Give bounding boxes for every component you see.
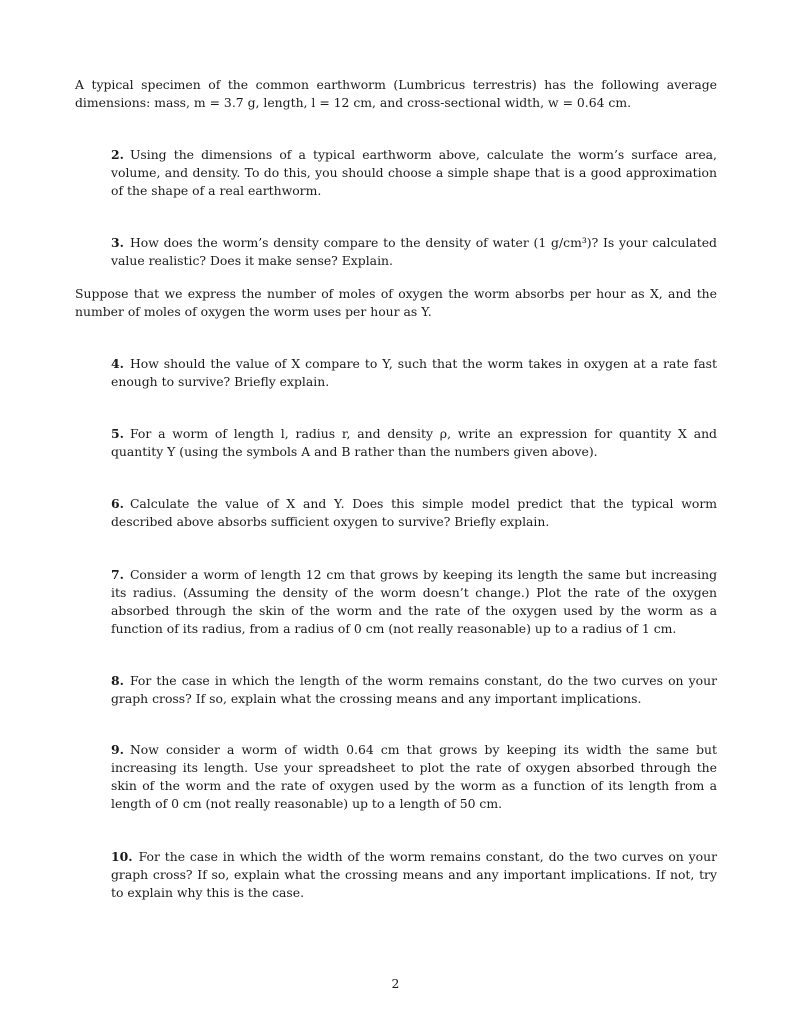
- question-text: How should the value of X compare to Y, such that the worm takes in oxygen at a rate fast enough to survive? Briefly explain.: [111, 356, 717, 389]
- question-text: For the case in which the length of the worm remains constant, do the two curves on your graph cross? If so, explain what the crossing means and any important implications.: [111, 673, 717, 706]
- question-text: For a worm of length l, radius r, and density ρ, write an expression for quantity X and quantity Y (using the symbols A and B rather than the numbers given above).: [111, 426, 717, 459]
- question-text: Calculate the value of X and Y. Does this simple model predict that the typical worm described above absorbs sufficient oxygen to survive? Briefly explain.: [111, 496, 717, 529]
- oxygen-definition-paragraph: Suppose that we express the number of moles of oxygen the worm absorbs per hour as X, and the number of moles of oxygen the worm uses per hour as Y.: [75, 286, 717, 319]
- question-text: Using the dimensions of a typical earthworm above, calculate the worm’s surface area, volume, and density. To do this, you should choose a simple shape that is a good approximation of the shape of a real earthworm.: [111, 147, 717, 198]
- question-number: 5.: [111, 426, 124, 441]
- question-number: 10.: [111, 849, 133, 864]
- question-text: Now consider a worm of width 0.64 cm that grows by keeping its width the same but increasing its length. Use your spreadsheet to plot the rate of oxygen absorbed through the skin of the worm and the rate of oxygen used by the worm as a function of its length from a length of 0 cm (not really reasonable) up to a length of 50 cm.: [111, 742, 717, 811]
- question-10: [111, 848, 717, 902]
- question-6: [111, 495, 717, 531]
- question-9: [111, 741, 717, 813]
- question-text: For the case in which the width of the worm remains constant, do the two curves on your graph cross? If so, explain what the crossing means and any important implications. If not, try to explain why this is the case.: [111, 849, 717, 900]
- question-number: 4.: [111, 356, 124, 371]
- intro-paragraph: A typical specimen of the common earthworm (Lumbricus terrestris) has the following average dimensions: mass, m = 3.7 g, length, l = 12 cm, and cross-sectional width, w = 0.64 cm.: [75, 77, 717, 110]
- question-number: 3.: [111, 235, 124, 250]
- question-5: [111, 425, 717, 461]
- question-2: [111, 146, 717, 200]
- question-3: [111, 234, 717, 270]
- question-number: 8.: [111, 673, 124, 688]
- question-text: How does the worm’s density compare to the density of water (1 g/cm³)? Is your calculated value realistic? Does it make sense? Explain.: [111, 235, 717, 268]
- page-number: 2: [391, 976, 400, 991]
- question-7: [111, 566, 717, 638]
- question-4: [111, 355, 717, 391]
- question-number: 7.: [111, 567, 124, 582]
- question-8: [111, 672, 717, 708]
- question-text: Consider a worm of length 12 cm that grows by keeping its length the same but increasing its radius. (Assuming the density of the worm doesn’t change.) Plot the rate of the oxygen absorbed through the skin of the worm and the rate of the oxygen used by the worm as a function of its radius, from a radius of 0 cm (not really reasonable) up to a radius of 1 cm.: [111, 567, 717, 636]
- question-number: 9.: [111, 742, 124, 757]
- question-number: 6.: [111, 496, 124, 511]
- question-number: 2.: [111, 147, 124, 162]
